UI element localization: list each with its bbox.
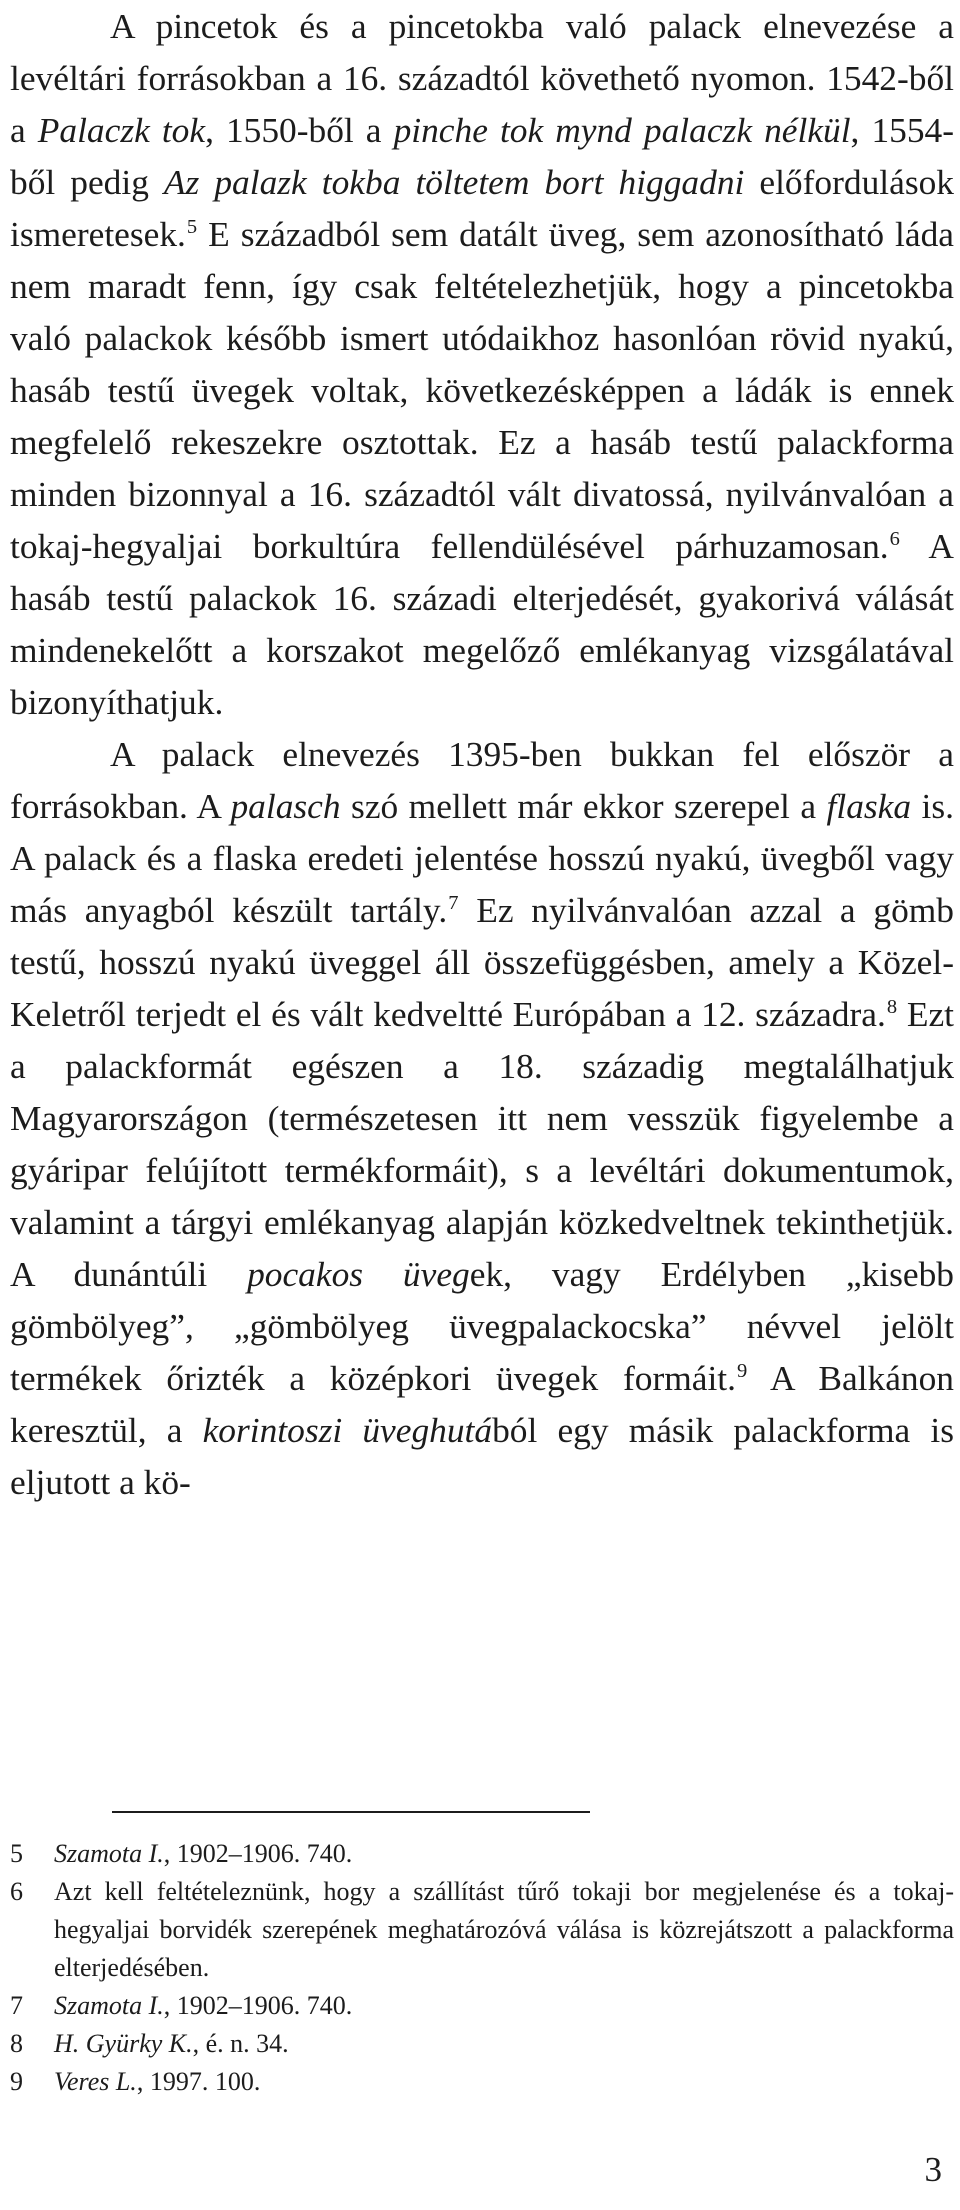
footnote-reference[interactable]: 6 — [889, 527, 900, 550]
footnote-reference[interactable]: 5 — [186, 215, 198, 238]
footnote-text: , 1902–1906. 740. — [163, 1839, 353, 1868]
page-number: 3 — [924, 2150, 942, 2189]
body-text — [10, 0, 954, 1508]
footnote-separator — [112, 1811, 590, 1813]
footnote-author: Szamota I. — [54, 1839, 164, 1868]
italic-term: korintoszi üveghutá — [202, 1410, 493, 1450]
footnote-reference[interactable]: 9 — [737, 1359, 748, 1382]
text-run: szó mellett már ekkor szerepel a — [340, 786, 827, 826]
italic-quote: Az palazk tokba töltetem bort higgadni — [163, 162, 745, 202]
paragraph-2 — [10, 728, 954, 1508]
text-run: E századból sem datált üveg, sem azonosítható láda nem maradt fenn, így csak feltételezhetjük, hogy a pincetokba való palackok később ismert utódaikhoz hasonlóan rövid nyakú, hasáb testű üvegek voltak, következésképpen a ládák is ennek megfelelő rekeszekre osztottak. Ez a hasáb testű palackforma minden bizonnyal a 16. századtól vált divatossá, nyilvánvalóan a tokaj-hegyaljai borkultúra fellendülésével párhuzamosan. — [10, 214, 954, 566]
text-run: előfordulások ismeretesek. — [10, 162, 954, 254]
footnote-number: 8 — [10, 2029, 23, 2058]
text-run: A palack elnevezés 1395-ben bukkan fel először a forrásokban. A — [10, 734, 954, 826]
footnote-author: Veres L. — [54, 2067, 137, 2096]
footnote-reference[interactable]: 8 — [886, 995, 898, 1018]
text-run: A Balkánon keresztül, a — [10, 1358, 955, 1450]
footnote-6 — [10, 1873, 954, 1987]
footnote-text: , 1902–1906. 740. — [163, 1991, 353, 2020]
footnote-7 — [10, 1987, 954, 2025]
text-run: ek, vagy Erdélyben „kisebb gömbölyeg”, „gömbölyeg üvegpalackocska” névvel jelölt termékek őrizték a középkori üvegek formáit. — [10, 1254, 955, 1398]
italic-term: pocakos üveg — [247, 1254, 470, 1294]
footnote-text: , é. n. 34. — [192, 2029, 289, 2058]
footnote-number: 5 — [10, 1839, 23, 1868]
footnote-5 — [10, 1835, 954, 1873]
footnote-9 — [10, 2063, 954, 2101]
text-run: A pincetok és a pincetokba való palack elnevezése a levéltári forrásokban a 16. századtól követhető nyomon. 1542-ből a — [10, 6, 954, 150]
footnote-reference[interactable]: 7 — [448, 891, 459, 914]
paragraph-1 — [10, 0, 954, 728]
italic-quote: Palaczk tok — [37, 110, 206, 150]
text-run: , 1554-ből pedig — [10, 110, 955, 202]
footnote-8 — [10, 2025, 954, 2063]
text-run: Ez nyilvánvalóan azzal a gömb testű, hosszú nyakú üveggel áll összefüggésben, amely a Közel-Keletről terjedt el és vált kedveltté Európában a 12. századra. — [10, 890, 955, 1034]
footnote-number: 9 — [10, 2067, 23, 2096]
italic-term: flaska — [826, 786, 912, 826]
footnote-number: 6 — [10, 1877, 23, 1906]
footnote-text: , 1997. 100. — [136, 2067, 261, 2096]
text-run: A hasáb testű palackok 16. századi elterjedését, gyakorivá válását mindenekelőtt a korszakot megelőző emlékanyag vizsgálatával bizonyíthatjuk. — [10, 526, 954, 722]
footnote-author: Szamota I. — [54, 1991, 164, 2020]
text-run: Ezt a palackformát egészen a 18. századig megtalálhatjuk Magyarországon (természetesen itt nem vesszük figyelembe a gyáripar felújított termékformáit), s a levéltári dokumentumok, valamint a tárgyi emlékanyag alapján közkedveltnek tekinthetjük. A dunántúli — [10, 994, 954, 1294]
footnotes — [10, 1835, 954, 2101]
footnote-number: 7 — [10, 1991, 23, 2020]
italic-quote: pinche tok mynd palaczk nélkül — [393, 110, 851, 150]
footnote-author: H. Gyürky K. — [54, 2029, 193, 2058]
text-run: is. A palack és a flaska eredeti jelentése hosszú nyakú, üvegből vagy más anyagból készült tartály. — [10, 786, 954, 930]
italic-term: palasch — [230, 786, 341, 826]
text-run: ból egy másik palackforma is eljutott a kö- — [10, 1410, 954, 1502]
footnote-text: Azt kell feltételeznünk, hogy a szállítást tűrő tokaji bor megjelenése és a tokaj-hegyaljai borvidék szerepének meghatározóvá válása is közrejátszott a palackforma elterjedésében. — [54, 1877, 954, 1982]
text-run: , 1550-ből a — [205, 110, 394, 150]
